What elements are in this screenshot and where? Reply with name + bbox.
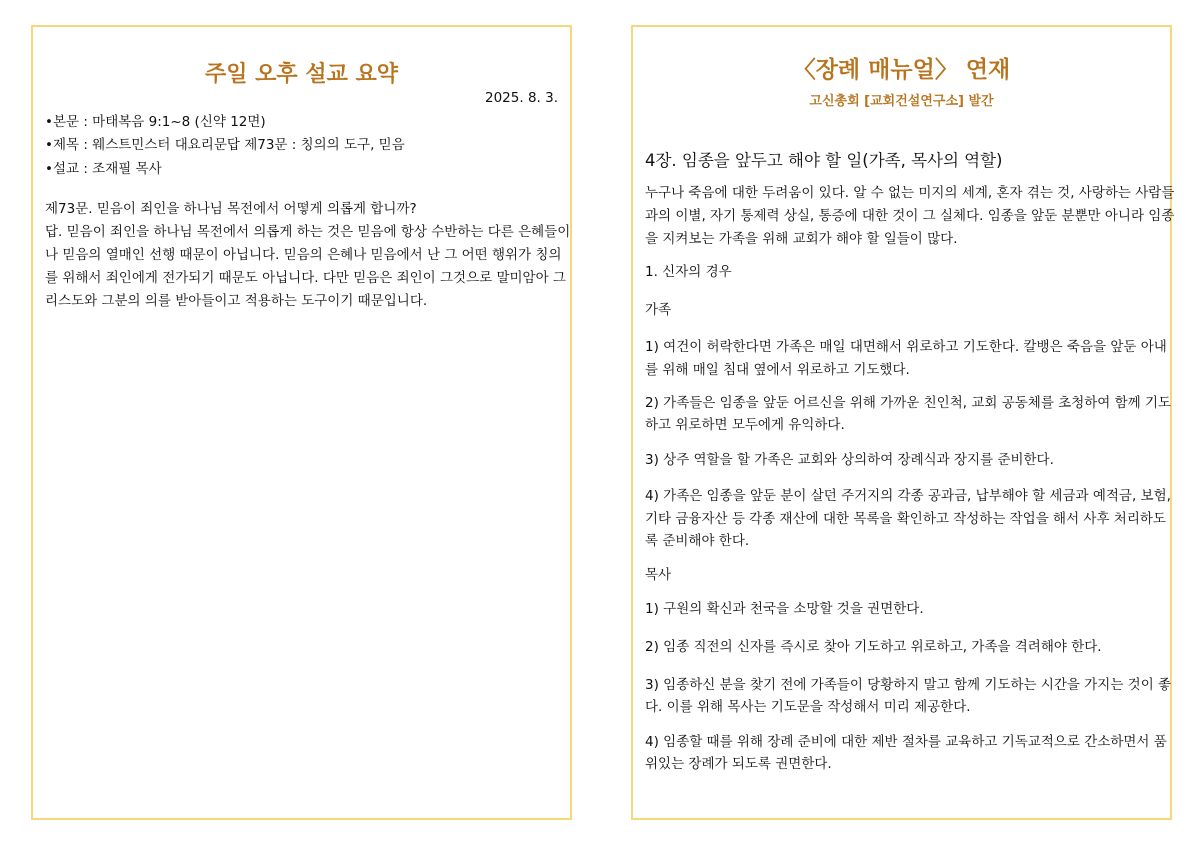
pastor-label: 목사 — [645, 567, 672, 583]
chapter-heading: 4장. 임종을 앞두고 해야 할 일(가족, 목사의 역할) — [645, 151, 1003, 170]
family-item: 록 준비해야 한다. — [645, 533, 750, 549]
family-item: 1) 여건이 허락한다면 가족은 매일 대면해서 위로하고 기도한다. 칼뱅은 죽음을 앞둔 아내 — [645, 339, 1167, 355]
body-line: 제73문. 믿음이 죄인을 하나님 목전에서 어떻게 의롭게 합니까? — [45, 201, 417, 217]
family-label: 가족 — [645, 302, 672, 318]
family-item: 를 위해 매일 침대 옆에서 위로하고 기도했다. — [645, 362, 910, 378]
body-line: 를 위해서 죄인에게 전가되기 때문도 아닙니다. 다만 믿음은 죄인이 그것으로 말미암아 그 — [45, 270, 566, 286]
pastor-item: 2) 임종 직전의 신자를 즉시로 찾아 기도하고 위로하고, 가족을 격려해야 한다. — [645, 639, 1102, 655]
intro-line: 누구나 죽음에 대한 두려움이 있다. 알 수 없는 미지의 세계, 혼자 겪는 것, 사랑하는 사람들 — [645, 185, 1175, 201]
pastor-item: 3) 임종하신 분을 찾기 전에 가족들이 당황하지 말고 함께 기도하는 시간을 가지는 것이 좋 — [645, 677, 1172, 693]
pastor-item: 4) 임종할 때를 위해 장례 준비에 대한 제반 절차를 교육하고 기독교적으로 간소하면서 품 — [645, 734, 1167, 750]
family-item: 하고 위로하면 모두에게 유익하다. — [645, 417, 845, 433]
publisher-subtitle: 고신총회 [교회건설연구소] 발간 — [809, 94, 994, 109]
info-title: •제목 : 웨스트민스터 대요리문답 제73문 : 칭의의 도구, 믿음 — [45, 137, 405, 153]
body-line: 답. 믿음이 죄인을 하나님 목전에서 의롭게 하는 것은 믿음에 항상 수반하는 다른 은혜들이 — [45, 224, 571, 240]
info-preacher: •설교 : 조재필 목사 — [45, 161, 162, 177]
pastor-item: 위있는 장례가 되도록 권면한다. — [645, 756, 832, 772]
section-heading: 1. 신자의 경우 — [645, 264, 732, 280]
pastor-item: 1) 구원의 확신과 천국을 소망할 것을 권면한다. — [645, 601, 924, 617]
intro-line: 과의 이별, 자기 통제력 상실, 통증에 대한 것이 그 실체다. 임종을 앞둔 분뿐만 아니라 임종 — [645, 208, 1175, 224]
sermon-date: 2025. 8. 3. — [485, 90, 558, 106]
funeral-manual-page — [631, 25, 1175, 820]
series-title: 〈장례 매뉴얼〉 연재 — [792, 57, 1011, 83]
family-item: 3) 상주 역할을 할 가족은 교회와 상의하여 장례식과 장지를 준비한다. — [645, 452, 1054, 468]
family-item: 기타 금융자산 등 각종 재산에 대한 목록을 확인하고 작성하는 작업을 해서 사후 처리하도 — [645, 511, 1166, 527]
family-item: 4) 가족은 임종을 앞둔 분이 살던 주거지의 각종 공과금, 납부해야 할 세금과 예적금, 보험, — [645, 488, 1171, 504]
pastor-item: 다. 이를 위해 목사는 기도문을 작성해서 미리 제공한다. — [645, 699, 971, 715]
page-title: 주일 오후 설교 요약 — [205, 62, 398, 87]
info-scripture: •본문 : 마태복음 9:1~8 (신약 12면) — [45, 114, 266, 130]
family-item: 2) 가족들은 임종을 앞둔 어르신을 위해 가까운 친인척, 교회 공동체를 초청하여 함께 기도 — [645, 395, 1172, 411]
intro-line: 을 지켜보는 가족을 위해 교회가 해야 할 일들이 많다. — [645, 231, 958, 247]
body-line: 나 믿음의 열매인 선행 때문이 아닙니다. 믿음의 은혜나 믿음에서 난 그 어떤 행위가 칭의 — [45, 247, 562, 263]
sermon-summary-page — [31, 25, 572, 820]
body-line: 리스도와 그분의 의를 받아들이고 적용하는 도구이기 때문입니다. — [45, 293, 428, 309]
